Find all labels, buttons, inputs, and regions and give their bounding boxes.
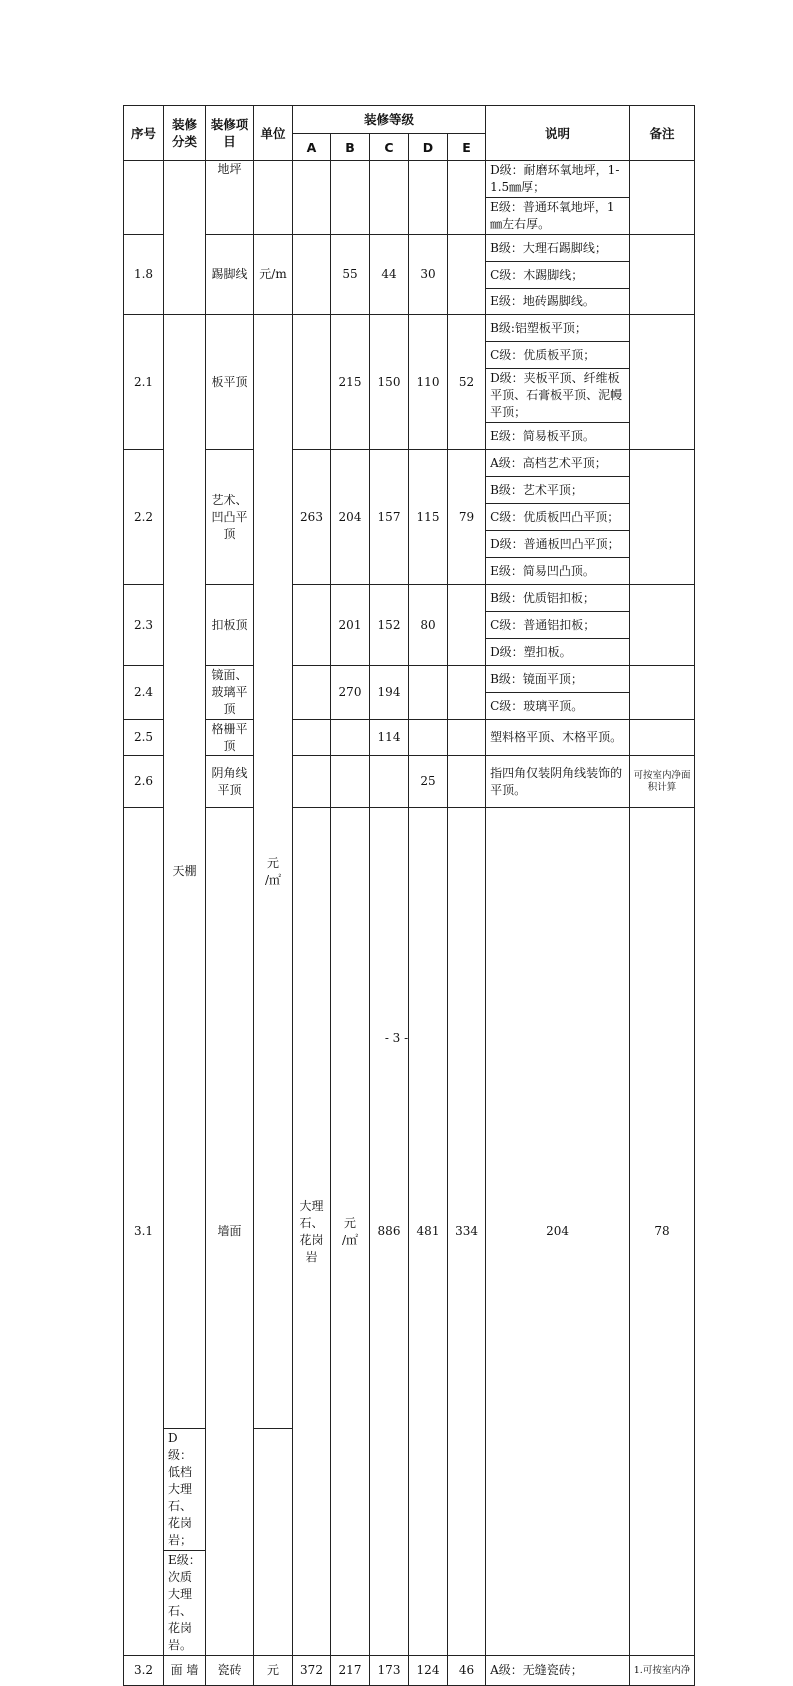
table-row xyxy=(124,235,695,262)
cell-unit xyxy=(254,161,293,235)
cell-category xyxy=(164,161,206,315)
cell-note: C级：普通铝扣板； xyxy=(486,612,630,639)
cell-seq: 2.6 xyxy=(124,756,164,808)
cell-item: 阴角线平顶 xyxy=(206,756,254,808)
header-remark: 备注 xyxy=(630,106,695,161)
cell-note: D级：耐磨环氧地坪，1-1.5㎜厚； xyxy=(486,161,630,198)
table-row xyxy=(124,450,695,477)
cell-note: C级：优质板平顶； xyxy=(486,342,630,369)
cell-grade-e: 52 xyxy=(448,315,486,450)
table-row xyxy=(124,585,695,612)
cell-note: D级：塑扣板。 xyxy=(486,639,630,666)
cell-seq: 2.5 xyxy=(124,720,164,756)
cell-unit: 元/m xyxy=(254,235,293,315)
page-number: - 3 - xyxy=(384,1031,409,1045)
cell-item: 大理石、花岗岩 xyxy=(293,808,331,1656)
cell-remark xyxy=(630,235,695,315)
cell-seq: 3.2 xyxy=(124,1656,164,1686)
table-row xyxy=(124,315,695,342)
cell-remark xyxy=(630,450,695,585)
cell-note: 指四角仅装阴角线装饰的平顶。 xyxy=(486,756,630,808)
cell-grade-e: 46 xyxy=(448,1656,486,1686)
table-row xyxy=(124,808,695,1015)
cell-unit: 元 /㎡ xyxy=(331,808,370,1656)
cell-seq: 1.8 xyxy=(124,235,164,315)
cell-note: E级：次质大理石、花岗岩。 xyxy=(164,1551,206,1656)
header-desc: 说明 xyxy=(486,106,630,161)
cell-remark xyxy=(630,666,695,720)
cell-note: E级：普通环氧地坪，1㎜左右厚。 xyxy=(486,198,630,235)
cell-grade-b: 204 xyxy=(331,450,370,585)
cell-remark xyxy=(630,585,695,666)
cell-remark: 1.可按室内净 xyxy=(630,1656,695,1686)
cell-grade-d: 30 xyxy=(409,235,448,315)
cell-remark xyxy=(630,161,695,235)
cell-seq: 3.1 xyxy=(124,808,164,1656)
table-row xyxy=(124,1656,695,1686)
cell-grade-c: 194 xyxy=(370,666,409,720)
cell-note: D级：低档大理石、花岗岩； xyxy=(164,1429,206,1551)
cell-grade-c: 150 xyxy=(370,315,409,450)
cell-grade-c: 44 xyxy=(370,235,409,315)
table-row xyxy=(124,161,695,198)
cell-category-ceiling: 天棚 xyxy=(164,315,206,1429)
cell-note: A级：高档艺术平顶； xyxy=(486,450,630,477)
cell-seq: 2.2 xyxy=(124,450,164,585)
cell-note: D级：夹板平顶、纤维板平顶、石膏板平顶、泥幔平顶； xyxy=(486,369,630,423)
table-row xyxy=(124,666,695,693)
cell-category-wall: 墙面 xyxy=(206,808,254,1656)
cell-note: B级：大理石踢脚线； xyxy=(486,235,630,262)
table-row xyxy=(124,756,695,808)
cell-grade-d: 204 xyxy=(486,808,630,1656)
cell-seq: 2.4 xyxy=(124,666,164,720)
cell-note: B级：镜面平顶； xyxy=(486,666,630,693)
cell-note: D级：普通板凹凸平顶； xyxy=(486,531,630,558)
grade-a: A xyxy=(293,134,331,161)
cell-note: C级：木踢脚线； xyxy=(486,262,630,289)
grade-e: E xyxy=(448,134,486,161)
cell-grade-a: 372 xyxy=(293,1656,331,1686)
cell-item: 扣板顶 xyxy=(206,585,254,666)
cell-remark: 可按室内净面积计算 xyxy=(630,756,695,808)
cell-remark xyxy=(630,720,695,756)
cell-grade-a: 886 xyxy=(370,808,409,1656)
cell-item: 艺术、凹凸平顶 xyxy=(206,450,254,585)
cell-remark xyxy=(630,315,695,450)
cell-grade-c: 114 xyxy=(370,720,409,756)
cell-category: 面 墙 xyxy=(164,1656,206,1686)
header-grade: 装修等级 xyxy=(293,106,486,134)
cell-seq: 2.1 xyxy=(124,315,164,450)
cell-note: C级：玻璃平顶。 xyxy=(486,693,630,720)
cell-note: B级：优质铝扣板； xyxy=(486,585,630,612)
header-seq: 序号 xyxy=(124,106,164,161)
cell-unit-ceiling: 元 /㎡ xyxy=(254,315,293,1429)
cell-grade-d: 124 xyxy=(409,1656,448,1686)
cell-note: B级:铝塑板平顶； xyxy=(486,315,630,342)
cell-grade-e: 79 xyxy=(448,450,486,585)
cell-item: 板平顶 xyxy=(206,315,254,450)
cell-grade-b: 481 xyxy=(409,808,448,1656)
cell-grade-b: 215 xyxy=(331,315,370,450)
header-item: 装修项目 xyxy=(206,106,254,161)
grade-c: C xyxy=(370,134,409,161)
cell-seq xyxy=(124,161,164,235)
cell-item: 镜面、玻璃平顶 xyxy=(206,666,254,720)
header-unit: 单位 xyxy=(254,106,293,161)
header-row xyxy=(124,106,695,134)
cell-grade-d: 80 xyxy=(409,585,448,666)
cell-seq: 2.3 xyxy=(124,585,164,666)
cell-item: 地坪 xyxy=(206,161,254,235)
cell-grade-d: 110 xyxy=(409,315,448,450)
cell-item: 格栅平顶 xyxy=(206,720,254,756)
grade-d: D xyxy=(409,134,448,161)
cell-grade-c: 334 xyxy=(448,808,486,1656)
cell-note: A级：无缝瓷砖； xyxy=(486,1656,630,1686)
cell-grade-a: 263 xyxy=(293,450,331,585)
grade-b: B xyxy=(331,134,370,161)
cell-grade-b: 201 xyxy=(331,585,370,666)
cell-grade-d: 25 xyxy=(409,756,448,808)
header-category: 装修分类 xyxy=(164,106,206,161)
table-row xyxy=(124,720,695,756)
cell-grade-e: 78 xyxy=(630,808,695,1656)
cell-note: E级：简易板平顶。 xyxy=(486,423,630,450)
cell-note: E级：地砖踢脚线。 xyxy=(486,289,630,315)
cell-note: E级：简易凹凸顶。 xyxy=(486,558,630,585)
cell-grade-c: 173 xyxy=(370,1656,409,1686)
cell-grade-b: 270 xyxy=(331,666,370,720)
cell-grade-b: 55 xyxy=(331,235,370,315)
cell-item: 瓷砖 xyxy=(206,1656,254,1686)
cell-item: 踢脚线 xyxy=(206,235,254,315)
cell-note: 塑料格平顶、木格平顶。 xyxy=(486,720,630,756)
cell-note: C级：优质板凹凸平顶； xyxy=(486,504,630,531)
cell-grade-c: 152 xyxy=(370,585,409,666)
cell-grade-b: 217 xyxy=(331,1656,370,1686)
cell-unit: 元 xyxy=(254,1656,293,1686)
cell-note: B级：艺术平顶； xyxy=(486,477,630,504)
cell-grade-c: 157 xyxy=(370,450,409,585)
cell-grade-d: 115 xyxy=(409,450,448,585)
price-table xyxy=(123,105,695,1686)
